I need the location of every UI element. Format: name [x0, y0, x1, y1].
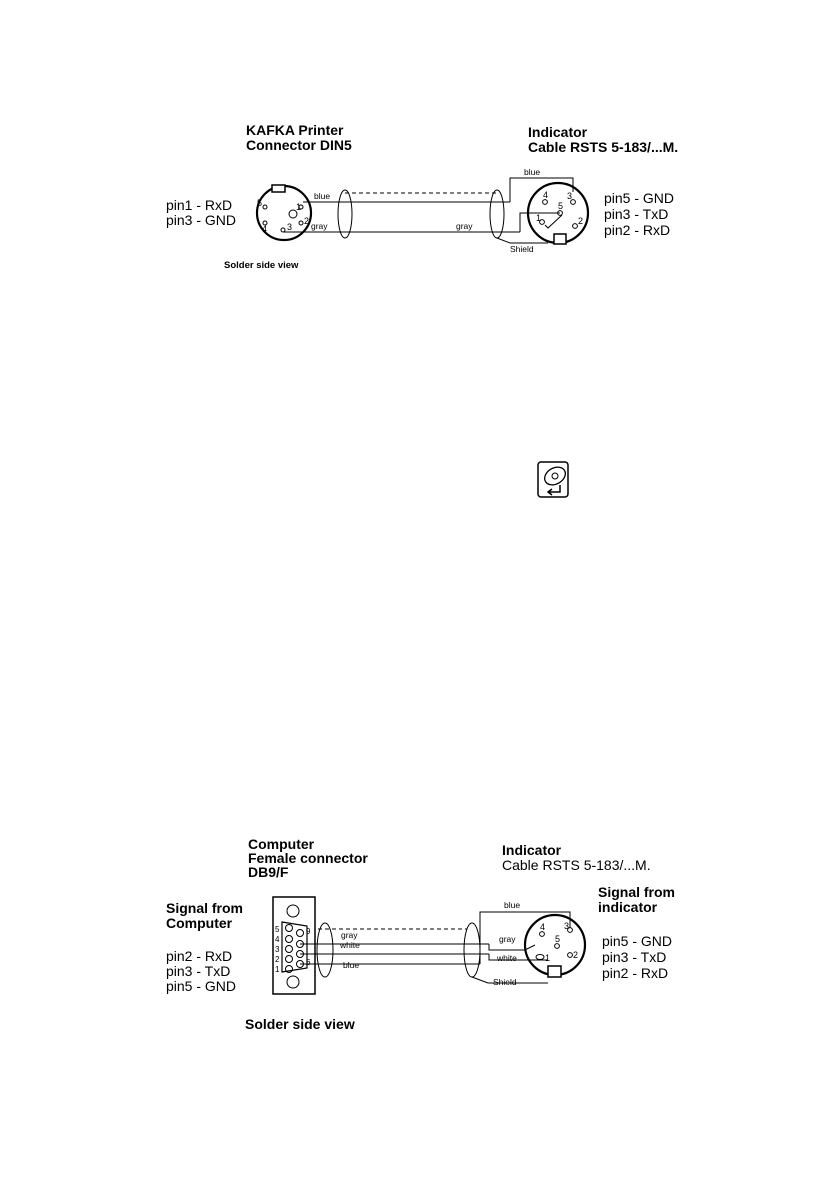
db9-pin [286, 946, 293, 953]
wire-label-gray: gray [341, 930, 358, 940]
pin-number: 3 [275, 945, 280, 954]
wire-label-gray-right: gray [456, 221, 473, 231]
indicator-pin-label: pin3 - TxD [604, 206, 669, 222]
wire-label-white: white [340, 940, 360, 950]
din-pin [568, 953, 573, 958]
printer-pin-label: pin3 - GND [166, 212, 237, 228]
pin-number: 5 [555, 934, 561, 944]
pin-number: 2 [304, 216, 310, 226]
din-pin [573, 224, 578, 229]
enter-key-icon [538, 462, 569, 497]
solder-side-note-2: Solder side view [245, 1016, 355, 1032]
pin-number: 5 [257, 198, 263, 208]
wire-label-blue-right: blue [524, 167, 541, 177]
solder-side-note: Solder side view [224, 260, 299, 271]
din-pin [281, 228, 285, 232]
computer-pin-label: pin2 - RxD [166, 948, 233, 964]
indicator2-title-line-1: Indicator [502, 842, 562, 858]
wire-label-blue-right: blue [504, 900, 521, 910]
pin-number: 3 [567, 191, 573, 201]
computer-pin-label: pin3 - TxD [166, 963, 231, 979]
indicator-title-line-2: Cable RSTS 5-183/...M. [528, 139, 679, 155]
pin-number: 2 [573, 950, 579, 960]
computer-title-line-1: Computer [248, 836, 315, 852]
cable-sleeve [490, 190, 504, 238]
pin-number: 3 [564, 921, 570, 931]
din-pin [263, 205, 267, 209]
indicator2-pin-label: pin3 - TxD [602, 949, 667, 965]
cable-sleeve [317, 923, 333, 977]
pin-number: 4 [543, 190, 549, 200]
shield-route [497, 238, 548, 243]
cable-sleeve [338, 190, 352, 238]
din-pin [536, 955, 544, 960]
indicator2-pin-label: pin2 - RxD [602, 965, 669, 981]
pin-number: 4 [540, 922, 546, 932]
pin-number: 5 [275, 925, 280, 934]
computer-pin-label: pin5 - GND [166, 978, 237, 994]
signal-from-computer-line-2: Computer [166, 915, 233, 931]
cable-sleeve [464, 923, 480, 977]
wire-label-gray-right: gray [499, 934, 516, 944]
pin-number: 3 [287, 222, 293, 232]
pin-number: 6 [306, 958, 311, 967]
pin-number: 1 [545, 953, 551, 963]
blue-wire-route [510, 178, 573, 202]
pin-number: 1 [536, 213, 542, 223]
printer-pin-label: pin1 - RxD [166, 197, 233, 213]
printer-title-line-1: KAFKA Printer [246, 122, 344, 138]
signal-from-indicator-line-1: Signal from [598, 884, 676, 900]
shield-label: Shield [510, 244, 534, 254]
db9-pin [286, 925, 293, 932]
pin-number: 1 [275, 965, 280, 974]
pin-number: 2 [578, 216, 584, 226]
db9-pin [286, 936, 293, 943]
pin-number: 2 [275, 955, 280, 964]
wire-label-blue: blue [314, 191, 331, 201]
pin-number: 5 [558, 201, 564, 211]
signal-from-computer-line-1: Signal from [166, 900, 244, 916]
indicator2-pin-label: pin5 - GND [602, 933, 673, 949]
pin-number: 9 [306, 927, 311, 936]
indicator-pin-label: pin5 - GND [604, 190, 675, 206]
indicator-pin-label: pin2 - RxD [604, 222, 671, 238]
pin-number: 4 [275, 935, 280, 944]
db9-pin [297, 930, 304, 937]
gray-wire-route [489, 944, 535, 950]
indicator-title-line-1: Indicator [528, 124, 588, 140]
din-pin [299, 221, 303, 225]
din-pin [555, 944, 560, 949]
db9-pin [286, 956, 293, 963]
wire-label-gray: gray [311, 221, 328, 231]
shield-label: Shield [493, 977, 517, 987]
wire-label-blue: blue [343, 960, 360, 970]
din-pin [540, 932, 545, 937]
computer-title-line-2: Female connector [248, 850, 368, 866]
wire-label-white-right: white [497, 953, 517, 963]
indicator2-title-line-2: Cable RSTS 5-183/...M. [502, 857, 651, 873]
pin-number: 1 [296, 202, 302, 212]
din-pin [543, 200, 548, 205]
pin-number: 4 [262, 224, 268, 234]
computer-title-line-3: DB9/F [248, 864, 289, 880]
printer-title-line-2: Connector DIN5 [246, 137, 352, 153]
signal-from-indicator-line-2: indicator [598, 899, 658, 915]
